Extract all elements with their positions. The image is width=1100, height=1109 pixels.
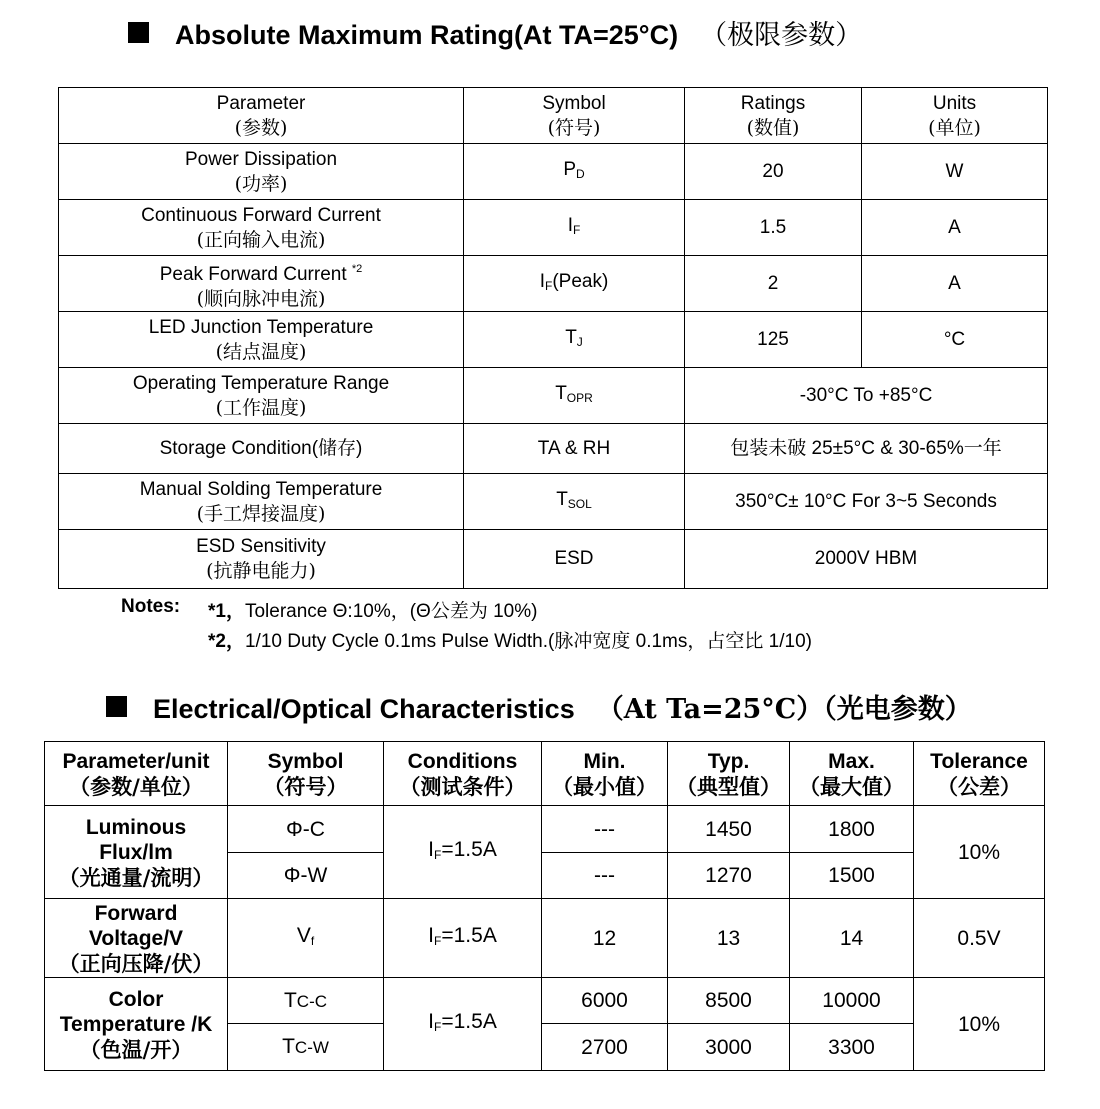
param-cell: Power Dissipation (功率) — [59, 144, 464, 200]
table-header-row — [59, 88, 1048, 144]
symbol-cell: Φ-W — [228, 853, 384, 899]
section-heading-electrical-optical — [106, 696, 972, 723]
condition-cell: $I_F=1.5A$ — [384, 978, 542, 1071]
header-ratings: Ratings (数值) — [685, 88, 862, 144]
tolerance-cell: 0.5V — [914, 899, 1045, 978]
min-cell: --- — [542, 806, 668, 853]
table-row — [59, 200, 1048, 256]
param-cell: Operating Temperature Range (工作温度) — [59, 368, 464, 424]
typ-cell: 13 — [668, 899, 790, 978]
symbol-cell: $T_J$ — [464, 312, 685, 368]
section-heading-absolute-max — [128, 22, 862, 49]
notes-label: Notes: — [121, 596, 181, 617]
table-row — [59, 424, 1048, 474]
symbol-cell: $V_f$ — [228, 899, 384, 978]
min-cell: 2700 — [542, 1024, 668, 1071]
symbol-cell: TA & RH — [464, 424, 685, 474]
param-cell: Storage Condition(储存) — [59, 424, 464, 474]
absolute-max-rating-table — [58, 87, 1048, 589]
table-header-row — [45, 742, 1045, 806]
symbol-cell: $I_F(Peak)$ — [464, 256, 685, 312]
param-cell: LED Junction Temperature (结点温度) — [59, 312, 464, 368]
max-cell: 3300 — [790, 1024, 914, 1071]
typ-cell: 1270 — [668, 853, 790, 899]
section-title-cn: （At Ta=25°C）（光电参数） — [596, 694, 972, 725]
header-units: Units (单位) — [862, 88, 1048, 144]
header-conditions: Conditions （测试条件） — [384, 742, 542, 806]
section-title: Absolute Maximum Rating(At TA=25°C) — [175, 20, 679, 50]
header-symbol: Symbol (符号) — [464, 88, 685, 144]
max-cell: 10000 — [790, 978, 914, 1024]
param-cell: Peak Forward Current $^{*2}$ (顺向脉冲电流) — [59, 256, 464, 312]
tolerance-cell: 10% — [914, 978, 1045, 1071]
symbol-cell: $T_{SOL}$ — [464, 474, 685, 530]
header-max: Max. （最大值） — [790, 742, 914, 806]
value-cell: 350°C± 10°C For 3~5 Seconds — [685, 474, 1048, 530]
min-cell: 12 — [542, 899, 668, 978]
table-row — [59, 144, 1048, 200]
unit-cell: A — [862, 256, 1048, 312]
electrical-optical-table — [44, 741, 1045, 1071]
symbol-cell: $I_F$ — [464, 200, 685, 256]
max-cell: 1800 — [790, 806, 914, 853]
square-bullet-icon — [128, 22, 149, 43]
section-title-cn: （极限参数） — [700, 20, 863, 51]
param-cell: Continuous Forward Current (正向输入电流) — [59, 200, 464, 256]
table-row — [59, 312, 1048, 368]
header-typ: Typ. （典型值） — [668, 742, 790, 806]
min-cell: --- — [542, 853, 668, 899]
symbol-cell: $P_D$ — [464, 144, 685, 200]
header-parameter: Parameter (参数) — [59, 88, 464, 144]
unit-cell: W — [862, 144, 1048, 200]
param-cell: ESD Sensitivity (抗静电能力) — [59, 530, 464, 589]
typ-cell: 8500 — [668, 978, 790, 1024]
rating-cell: 2 — [685, 256, 862, 312]
param-cell-luminous-flux: Luminous Flux/lm （光通量/流明） — [45, 806, 228, 899]
rating-cell: 125 — [685, 312, 862, 368]
condition-cell: $I_F=1.5A$ — [384, 806, 542, 899]
typ-cell: 3000 — [668, 1024, 790, 1071]
table-row — [45, 978, 1045, 1024]
note-1: *1，Tolerance Θ:10%，(Θ公差为 10%) — [208, 601, 538, 622]
table-row — [59, 474, 1048, 530]
symbol-cell: TC-W — [228, 1024, 384, 1071]
table-row — [59, 530, 1048, 589]
condition-cell: $I_F=1.5A$ — [384, 899, 542, 978]
header-min: Min. （最小值） — [542, 742, 668, 806]
symbol-cell: $T_{OPR}$ — [464, 368, 685, 424]
max-cell: 14 — [790, 899, 914, 978]
table-row — [45, 899, 1045, 978]
table-row — [59, 256, 1048, 312]
tolerance-cell: 10% — [914, 806, 1045, 899]
header-tolerance: Tolerance （公差） — [914, 742, 1045, 806]
symbol-cell: Φ-C — [228, 806, 384, 853]
note-2: *2，1/10 Duty Cycle 0.1ms Pulse Width.(脉冲宽度 0.1ms，占空比 1/10) — [208, 631, 812, 652]
param-cell-color-temperature: Color Temperature /K （色温/开） — [45, 978, 228, 1071]
header-symbol: Symbol （符号） — [228, 742, 384, 806]
param-cell: Manual Solding Temperature (手工焊接温度) — [59, 474, 464, 530]
rating-cell: 1.5 — [685, 200, 862, 256]
value-cell: -30°C To +85°C — [685, 368, 1048, 424]
value-cell: 包装未破 25±5°C & 30-65%一年 — [685, 424, 1048, 474]
value-cell: 2000V HBM — [685, 530, 1048, 589]
section-title: Electrical/Optical Characteristics — [153, 694, 575, 724]
symbol-cell: ESD — [464, 530, 685, 589]
header-parameter-unit: Parameter/unit （参数/单位） — [45, 742, 228, 806]
table-row — [45, 806, 1045, 853]
typ-cell: 1450 — [668, 806, 790, 853]
param-cell-forward-voltage: Forward Voltage/V （正向压降/伏） — [45, 899, 228, 978]
rating-cell: 20 — [685, 144, 862, 200]
table-row — [59, 368, 1048, 424]
unit-cell: A — [862, 200, 1048, 256]
unit-cell: °C — [862, 312, 1048, 368]
min-cell: 6000 — [542, 978, 668, 1024]
square-bullet-icon — [106, 696, 127, 717]
max-cell: 1500 — [790, 853, 914, 899]
symbol-cell: TC-C — [228, 978, 384, 1024]
